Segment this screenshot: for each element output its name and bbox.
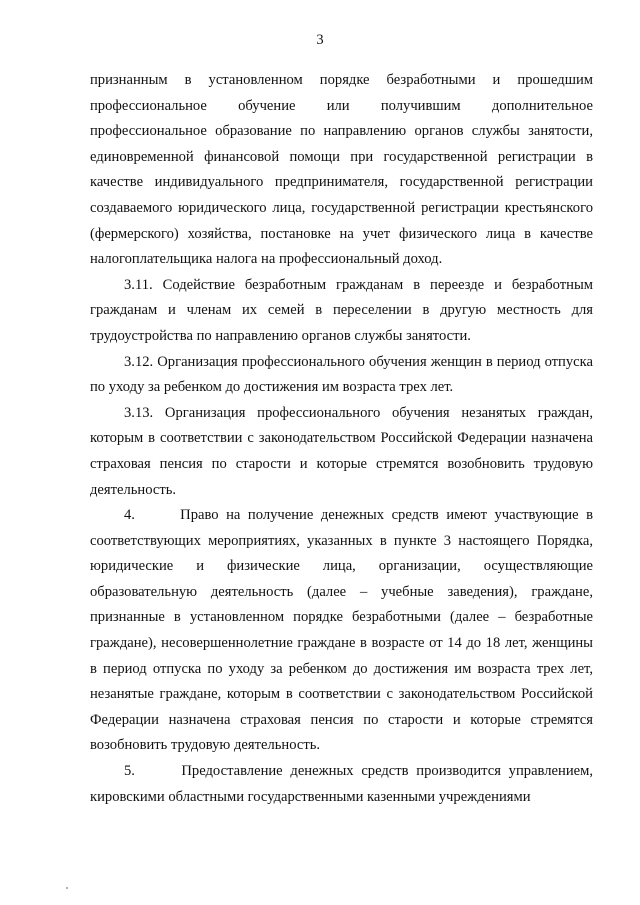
document-body — [90, 68, 593, 810]
scan-artifact-dot — [66, 887, 68, 889]
paragraph-continuation: признанным в установленном порядке безработными и прошедшим профессиональное обучение или получившим дополнительное профессиональное образование по направлению органов службы занятости, единовременной финансовой помощи при государственной регистрации в качестве индивидуального предпринимателя, государственной регистрации создаваемого юридического лица, государственной регистрации крестьянского (фермерского) хозяйства, постановке на учет физического лица в качестве налогоплательщика налога на профессиональный доход. — [90, 72, 593, 268]
paragraph-4: 4. Право на получение денежных средств имеют участвующие в соответствующих мероприятиях, указанных в пункте 3 настоящего Порядка, юридические и физические лица, организации, осуществляющие образовательную деятельность (далее – учебные заведения), граждане, признанные в установленном порядке безработными (далее – безработные граждане), несовершеннолетние граждане в возрасте от 14 до 18 лет, женщины в период отпуска по уходу за ребенком до достижения им возраста трех лет, незанятые граждане, которым в соответствии с законодательством Российской Федерации назначена страховая пенсия по старости и которые стремятся возобновить трудовую деятельность. — [90, 507, 593, 754]
paragraph-3-12: 3.12. Организация профессионального обучения женщин в период отпуска по уходу за ребенком до достижения им возраста трех лет. — [90, 353, 593, 396]
paragraph-3-11: 3.11. Содействие безработным гражданам в переезде и безработным гражданам и членам их семей в переселении в другую местность для трудоустройства по направлению органов службы занятости. — [90, 276, 593, 344]
page-number: 3 — [316, 32, 324, 48]
paragraph-3-13: 3.13. Организация профессионального обучения незанятых граждан, которым в соответствии с законодательством Российской Федерации назначена страховая пенсия по старости и которые стремятся возобновить трудовую деятельность. — [90, 404, 593, 498]
paragraph-5: 5. Предоставление денежных средств производится управлением, кировскими областными государственными казенными учреждениями — [90, 763, 593, 805]
